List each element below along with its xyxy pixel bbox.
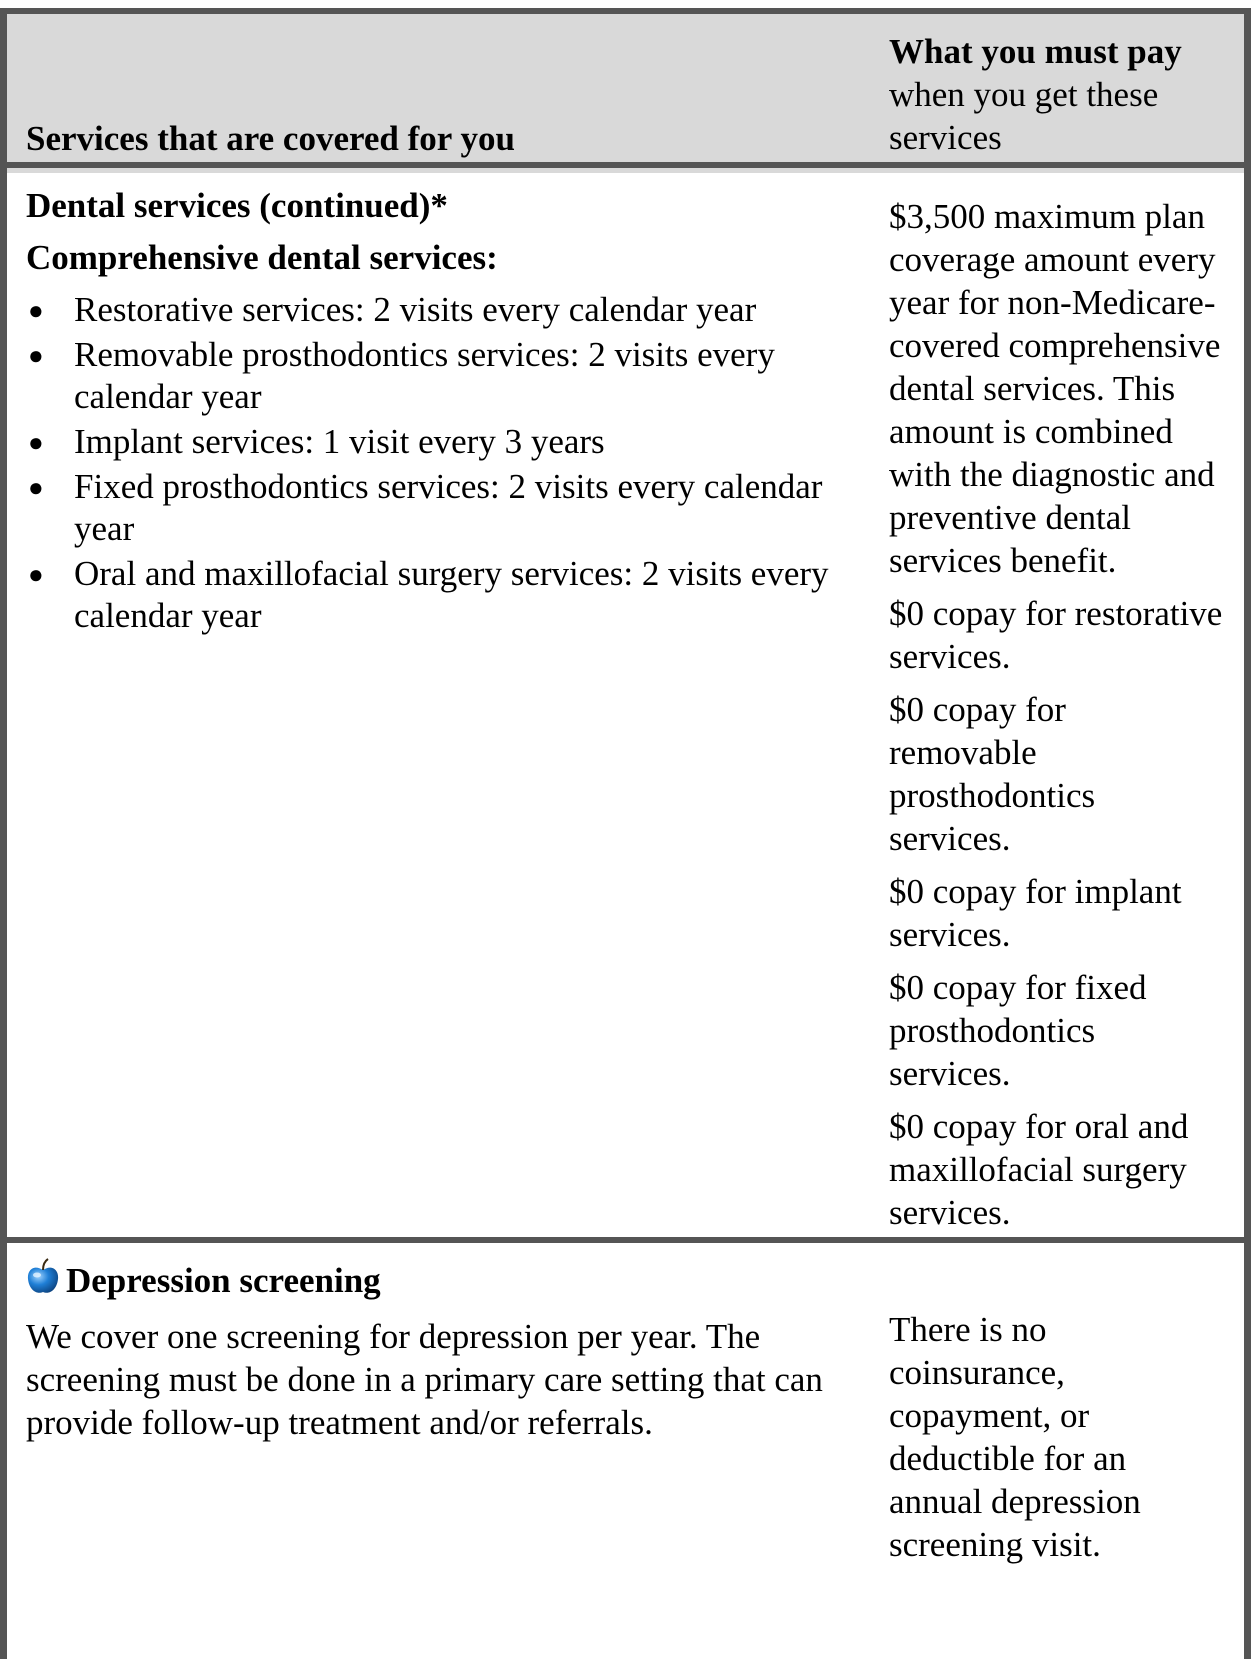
depression-cost: There is no coinsurance, copayment, or deductible for an annual depression screening visit.: [889, 1310, 1141, 1564]
dental-cost-fixed: $0 copay for fixed prosthodontics services.: [889, 968, 1147, 1093]
dental-cost-oral-surgery: $0 copay for oral and maxillofacial surgery services.: [889, 1107, 1189, 1232]
dental-cost-restorative: $0 copay for restorative services.: [889, 594, 1223, 676]
depression-cell: [26, 1258, 846, 1444]
dental-cost-cell: [889, 195, 1234, 1244]
header-right-rest: when you get these services: [889, 75, 1159, 157]
bullet-icon: ●: [28, 341, 44, 370]
list-item: ● Restorative services: 2 visits every calendar year: [26, 289, 846, 331]
header-right-bold: What you must pay: [889, 32, 1182, 71]
list-item: ● Implant services: 1 visit every 3 years: [26, 421, 846, 463]
list-item: ● Removable prosthodontics services: 2 visits every calendar year: [28, 335, 775, 416]
bullet-icon: ●: [28, 296, 44, 325]
depression-title-line: [26, 1258, 846, 1306]
header-left-title: Services that are covered for you: [26, 119, 515, 158]
header-right-title: [889, 30, 1229, 159]
dental-services-cell: [26, 184, 846, 640]
dental-subtitle: Comprehensive dental services:: [26, 238, 498, 277]
row-separator: [7, 1237, 1244, 1243]
apple-icon: [26, 1258, 60, 1306]
bullet-icon: ●: [28, 560, 44, 589]
depression-title: Depression screening: [66, 1261, 381, 1300]
dental-title: Dental services (continued)*: [26, 186, 448, 225]
dental-cost-removable: $0 copay for removable prosthodontics services.: [889, 690, 1096, 858]
depression-body: We cover one screening for depression per year. The screening must be done in a primary care setting that can provide follow-up treatment and/or referrals.: [26, 1317, 823, 1442]
header-separator: [7, 162, 1244, 168]
depression-cost-cell: [889, 1308, 1179, 1576]
bullet-icon: ●: [28, 428, 44, 457]
dental-cost-implant: $0 copay for implant services.: [889, 872, 1182, 954]
dental-cost-maximum: $3,500 maximum plan coverage amount every year for non-Medicare-covered comprehensive dental services. This amount is combined with the diagnostic and preventive dental services benefit.: [889, 197, 1221, 580]
bullet-icon: ●: [28, 473, 44, 502]
list-item: ● Oral and maxillofacial surgery services: 2 visits every calendar year: [28, 554, 829, 635]
list-item: ● Fixed prosthodontics services: 2 visits every calendar year: [28, 467, 823, 548]
dental-bullet-list: [26, 289, 846, 637]
